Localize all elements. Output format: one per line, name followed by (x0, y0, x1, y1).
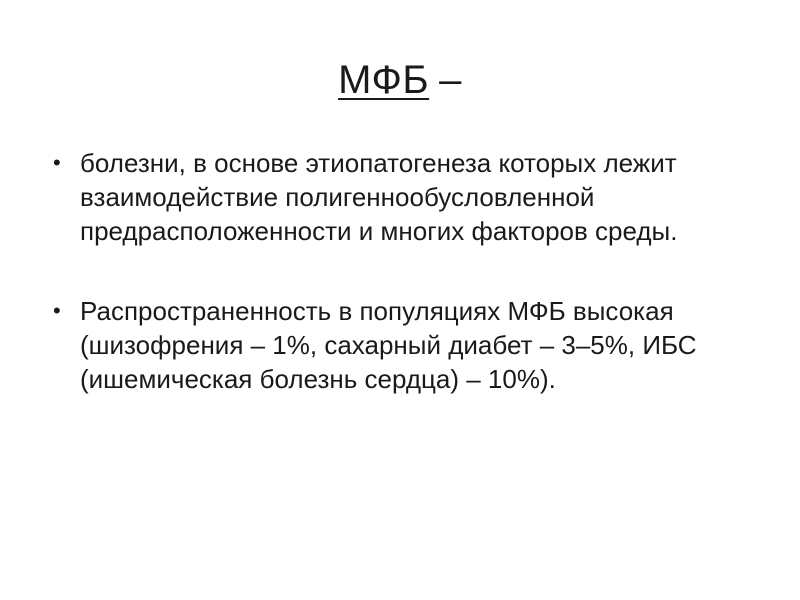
bullet-point-icon: • (53, 150, 61, 175)
title-dash: – (439, 58, 462, 102)
bullet-point-icon: • (53, 298, 61, 323)
slide-title (0, 56, 800, 104)
title-abbreviation: МФБ (338, 58, 430, 102)
bullet-text-definition: болезни, в основе этиопатогенеза которых лежит взаимодействие полигеннообусловленной предрасположенности и многих факторов среды. (80, 148, 678, 246)
bullet-item-prevalence (52, 294, 752, 396)
bullet-item-definition (52, 146, 752, 248)
bullet-text-prevalence: Распространенность в популяциях МФБ высокая (шизофрения – 1%, сахарный диабет – 3–5%, ИБС (ишемическая болезнь сердца) – 10%). (80, 296, 697, 394)
bullet-list (52, 146, 752, 396)
